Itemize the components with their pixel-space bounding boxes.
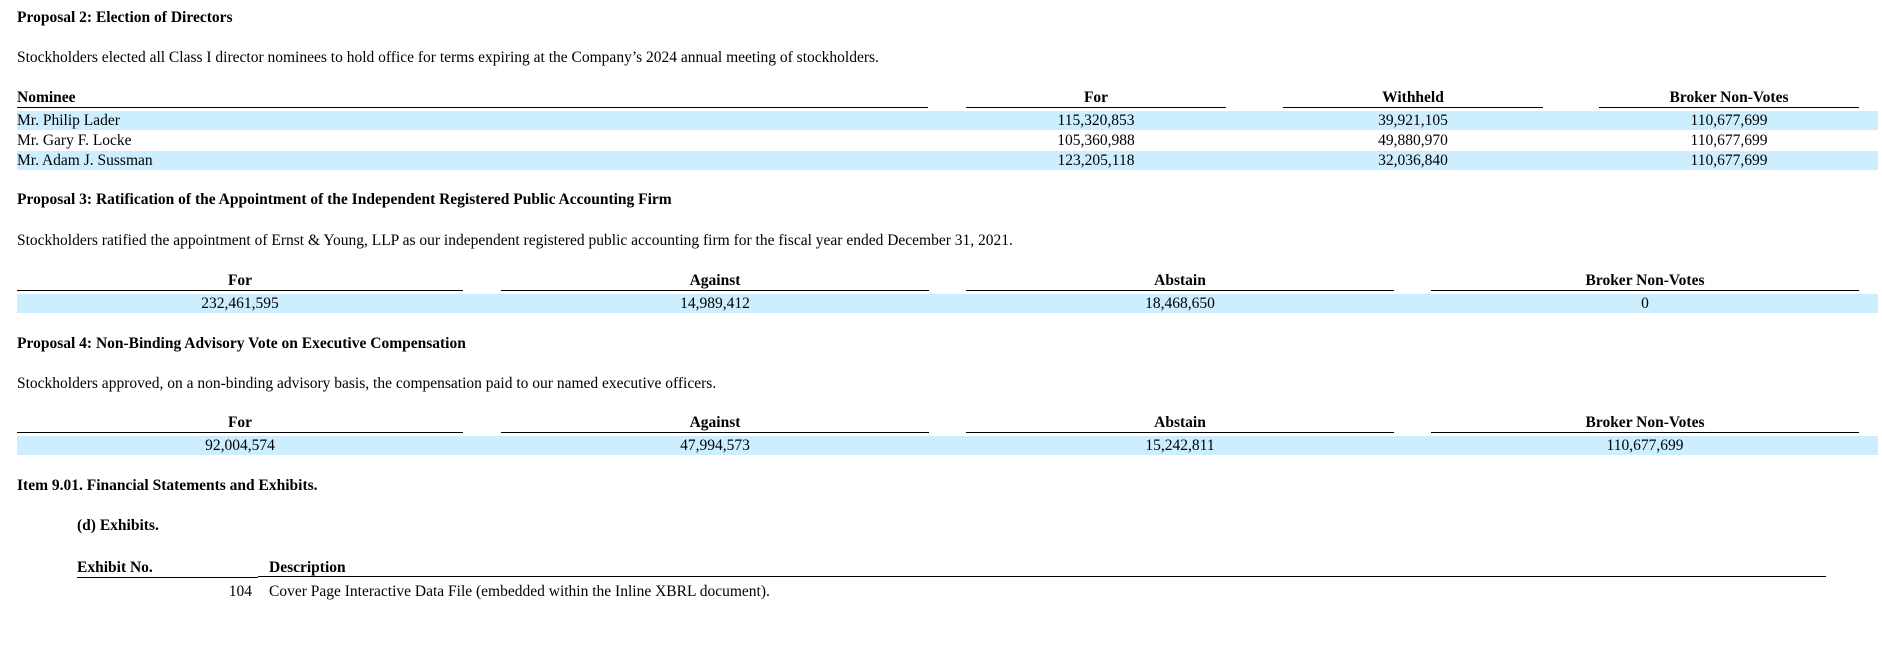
for-votes: 232,461,595 xyxy=(201,295,279,312)
exhibit-description: Cover Page Interactive Data File (embedded within the Inline XBRL document). xyxy=(269,583,770,600)
for-votes: 115,320,853 xyxy=(1057,112,1135,129)
col-header-abstain: Abstain xyxy=(966,414,1394,433)
col-header-broker-non-votes: Broker Non-Votes xyxy=(1431,272,1859,291)
col-header-for: For xyxy=(17,414,463,433)
col-header-nominee: Nominee xyxy=(17,89,928,108)
proposal-4-text: Stockholders approved, on a non-binding advisory basis, the compensation paid to our named executive officers. xyxy=(17,375,717,392)
withheld-votes: 49,880,970 xyxy=(1378,132,1448,149)
col-header-withheld: Withheld xyxy=(1283,89,1543,108)
abstain-votes: 15,242,811 xyxy=(1145,437,1215,454)
exhibit-number: 104 xyxy=(228,583,252,600)
proposal-2-heading: Proposal 2: Election of Directors xyxy=(17,9,233,26)
col-header-abstain: Abstain xyxy=(966,272,1394,291)
col-header-broker-non-votes: Broker Non-Votes xyxy=(1431,414,1859,433)
for-votes: 92,004,574 xyxy=(205,437,275,454)
proposal-4-heading: Proposal 4: Non-Binding Advisory Vote on Executive Compensation xyxy=(17,335,466,352)
for-votes: 105,360,988 xyxy=(1057,132,1135,149)
col-header-for: For xyxy=(17,272,463,291)
col-header-broker-non-votes: Broker Non-Votes xyxy=(1599,89,1859,108)
withheld-votes: 32,036,840 xyxy=(1378,152,1448,169)
nominee-name: Mr. Philip Lader xyxy=(17,112,120,129)
broker-non-votes: 110,677,699 xyxy=(1690,112,1768,129)
broker-non-votes: 110,677,699 xyxy=(1606,437,1684,454)
abstain-votes: 18,468,650 xyxy=(1145,295,1215,312)
proposal-3-text: Stockholders ratified the appointment of Ernst & Young, LLP as our independent registered public accounting firm for the fiscal year ended December 31, 2021. xyxy=(17,232,1013,249)
col-header-for: For xyxy=(966,89,1226,108)
col-header-against: Against xyxy=(501,272,929,291)
col-header-against: Against xyxy=(501,414,929,433)
exhibits-subheading: (d) Exhibits. xyxy=(77,517,159,534)
against-votes: 14,989,412 xyxy=(680,295,750,312)
nominee-name: Mr. Gary F. Locke xyxy=(17,132,132,149)
broker-non-votes: 110,677,699 xyxy=(1690,132,1768,149)
col-header-description: Description xyxy=(258,559,1826,577)
item-9-01-heading: Item 9.01. Financial Statements and Exhibits. xyxy=(17,477,318,494)
for-votes: 123,205,118 xyxy=(1057,152,1135,169)
proposal-2-text: Stockholders elected all Class I director nominees to hold office for terms expiring at the Company’s 2024 annual meeting of stockholders. xyxy=(17,49,879,66)
nominee-name: Mr. Adam J. Sussman xyxy=(17,152,153,169)
col-header-exhibit-no: Exhibit No. xyxy=(77,559,258,578)
broker-non-votes: 0 xyxy=(1641,295,1649,312)
proposal-3-heading: Proposal 3: Ratification of the Appointment of the Independent Registered Public Accounting Firm xyxy=(17,191,672,208)
against-votes: 47,994,573 xyxy=(680,437,750,454)
broker-non-votes: 110,677,699 xyxy=(1690,152,1768,169)
withheld-votes: 39,921,105 xyxy=(1378,112,1448,129)
